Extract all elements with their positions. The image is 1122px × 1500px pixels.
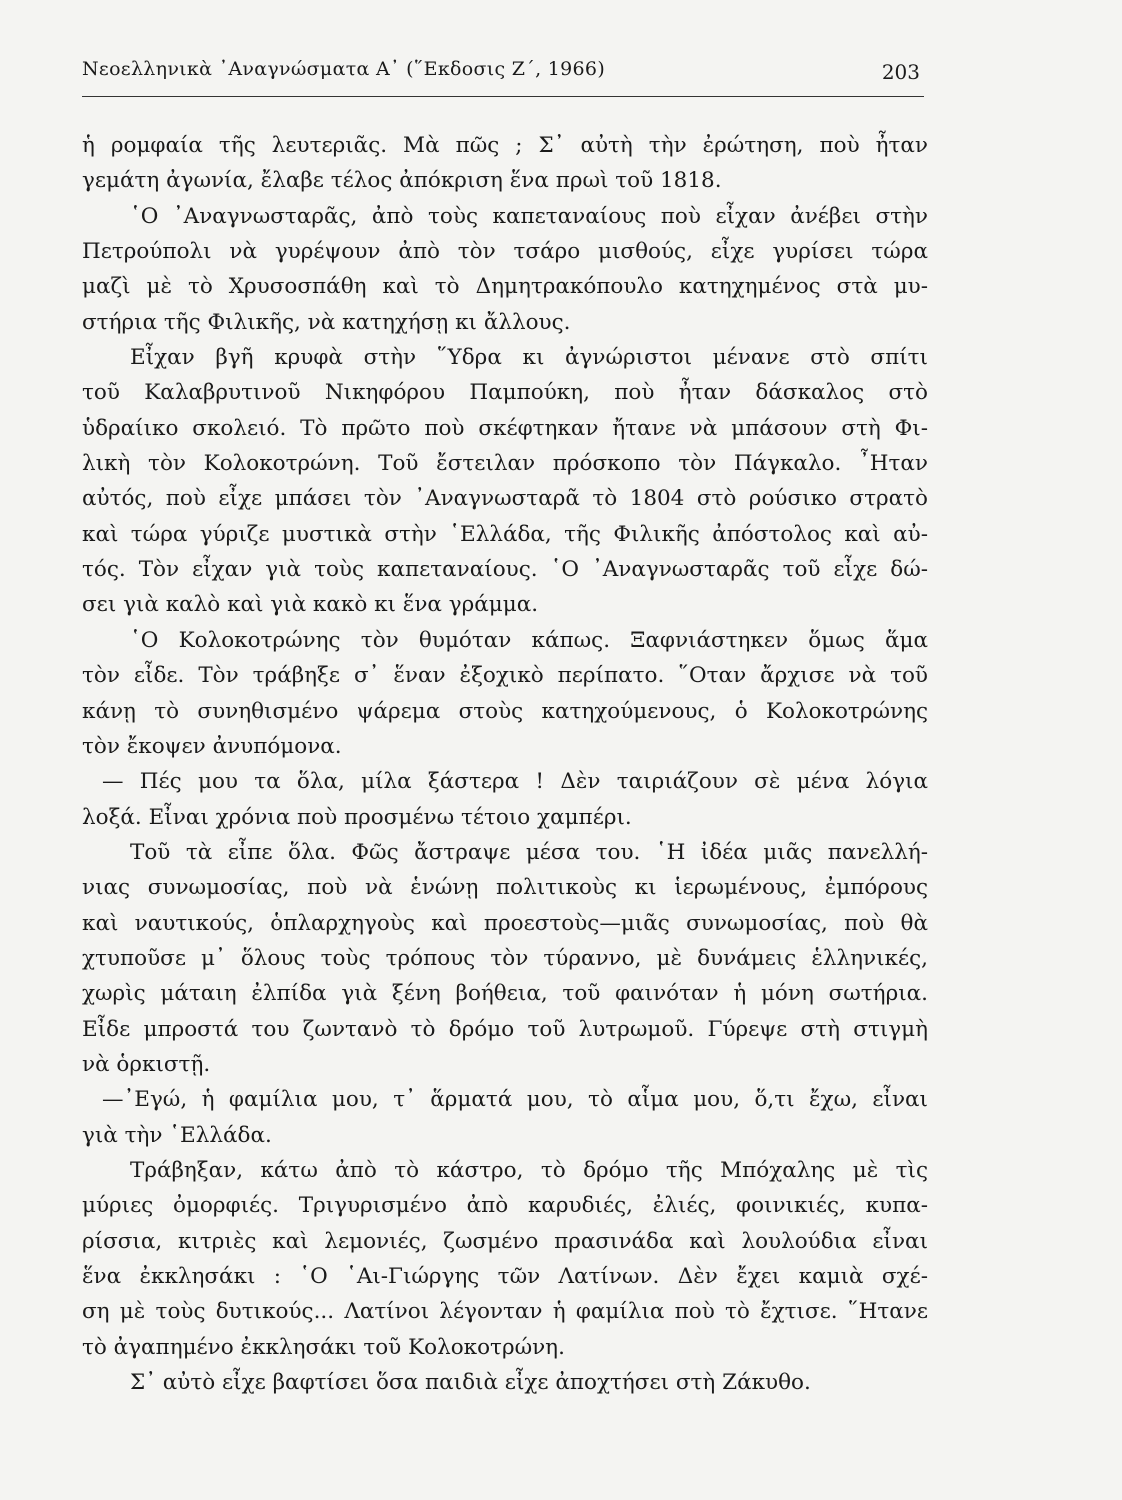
text-line: τὸ ἀγαπημένο ἐκκλησάκι τοῦ Κολοκοτρώνη. [82,1334,565,1360]
text-line: κάνῃ τὸ συνηθισμένο ψάρεμα στοὺς κατηχούμενους, ὁ Κολοκοτρώνης [82,698,928,724]
text-line: χτυποῦσε μ᾿ ὅλους τοὺς τρόπους τὸν τύραννο, μὲ δυνάμεις ἑλληνικές, [82,945,928,971]
text-line: ῾Ο Κολοκοτρώνης τὸν θυμόταν κάπως. Ξαφνιάστηκεν ὅμως ἅμα [130,627,928,653]
text-line: —᾿Εγώ, ἡ φαμίλια μου, τ᾿ ἅρματά μου, τὸ αἷμα μου, ὅ,τι ἔχω, εἶναι [102,1087,928,1113]
text-line: νὰ ὁρκιστῇ. [82,1051,211,1077]
text-line: Τράβηξαν, κάτω ἀπὸ τὸ κάστρο, τὸ δρόμο τῆς Μπόχαλης μὲ τὶς [130,1157,928,1183]
text-line: Τοῦ τὰ εἶπε ὅλα. Φῶς ἄστραψε μέσα του. ῾Η ἰδέα μιᾶς πανελλή- [130,839,928,865]
text-line: χωρὶς μάταιη ἐλπίδα γιὰ ξένη βοήθεια, τοῦ φαινόταν ἡ μόνη σωτήρια. [82,981,928,1007]
text-line: λικὴ τὸν Κολοκοτρώνη. Τοῦ ἔστειλαν πρόσκοπο τὸν Πάγκαλο. ῏Ηταν [82,451,928,477]
text-line: σει γιὰ καλὸ καὶ γιὰ κακὸ κι ἕνα γράμμα. [82,592,539,618]
text-line: λοξά. Εἶναι χρόνια ποὺ προσμένω τέτοιο χαμπέρι. [82,804,632,830]
text-line: μύριες ὀμορφιές. Τριγυρισμένο ἀπὸ καρυδιές, ἐλιές, φοινικιές, κυπα- [82,1193,928,1219]
text-line: τὸν εἶδε. Τὸν τράβηξε σ᾿ ἕναν ἐξοχικὸ περίπατο. ῞Οταν ἄρχισε νὰ τοῦ [82,663,928,689]
text-line: στήρια τῆς Φιλικῆς, νὰ κατηχήσῃ κι ἄλλους. [82,309,571,335]
text-line: Εἶδε μπροστά του ζωντανὸ τὸ δρόμο τοῦ λυτρωμοῦ. Γύρεψε στὴ στιγμὴ [82,1016,928,1042]
text-line: καὶ τώρα γύριζε μυστικὰ στὴν ῾Ελλάδα, τῆς Φιλικῆς ἀπόστολος καὶ αὐ- [82,521,928,547]
text-line: ση μὲ τοὺς δυτικούς... Λατίνοι λέγονταν ἡ φαμίλια ποὺ τὸ ἔχτισε. ῞Ητανε [82,1299,928,1325]
header-rule [82,96,924,97]
text-line: νιας συνωμοσίας, ποὺ νὰ ἑνώνῃ πολιτικοὺς κι ἱερωμένους, ἐμπόρους [82,875,928,901]
text-line: Πετρούπολι νὰ γυρέψουν ἀπὸ τὸν τσάρο μισθούς, εἶχε γυρίσει τώρα [82,239,928,265]
running-head [82,58,924,88]
text-line: — Πές μου τα ὅλα, μίλα ξάστερα ! Δὲν ταιριάζουν σὲ μένα λόγια [102,769,928,795]
text-line: ἡ ρομφαία τῆς λευτεριᾶς. Μὰ πῶς ; Σ᾿ αὐτὴ τὴν ἐρώτηση, ποὺ ἦταν [82,133,928,158]
text-line: τὸν ἔκοψεν ἀνυπόμονα. [82,733,342,759]
text-line: αὐτός, ποὺ εἶχε μπάσει τὸν ᾿Αναγνωσταρᾶ τὸ 1804 στὸ ρούσικο στρατὸ [82,486,928,512]
body-text [82,128,928,1400]
text-line: μαζὶ μὲ τὸ Χρυσοσπάθη καὶ τὸ Δημητρακόπουλο κατηχημένος στὰ μυ- [82,274,928,300]
page-number: 203 [881,60,920,84]
text-line: Εἶχαν βγῆ κρυφὰ στὴν ῞Υδρα κι ἀγνώριστοι μένανε στὸ σπίτι [130,345,928,371]
text-line: ρίσσια, κιτριὲς καὶ λεμονιές, ζωσμένο πρασινάδα καὶ λουλούδια εἶναι [82,1228,928,1254]
text-line: καὶ ναυτικούς, ὁπλαρχηγοὺς καὶ προεστοὺς—μιᾶς συνωμοσίας, ποὺ θὰ [82,910,928,936]
text-line: τοῦ Καλαβρυτινοῦ Νικηφόρου Παμπούκη, ποὺ ἦταν δάσκαλος στὸ [82,380,928,406]
running-title: Νεοελληνικὰ ᾿Αναγνώσματα Α᾿ (῞Εκδοσις Ζ΄, 1966) [82,58,606,80]
text-line: ὑδραίικο σκολειό. Τὸ πρῶτο ποὺ σκέφτηκαν ἤτανε νὰ μπάσουν στὴ Φι- [82,415,928,441]
text-line: γεμάτη ἀγωνία, ἔλαβε τέλος ἀπόκριση ἕνα πρωὶ τοῦ 1818. [82,168,722,194]
text-line: ἕνα ἐκκλησάκι : ῾Ο ῾Αι-Γιώργης τῶν Λατίνων. Δὲν ἔχει καμιὰ σχέ- [82,1264,928,1289]
text-line: γιὰ τὴν ῾Ελλάδα. [82,1122,272,1148]
text-line: Σ᾿ αὐτὸ εἶχε βαφτίσει ὅσα παιδιὰ εἶχε ἀποχτήσει στὴ Ζάκυθο. [130,1370,811,1396]
text-line: ῾Ο ᾿Αναγνωσταρᾶς, ἀπὸ τοὺς καπεταναίους ποὺ εἶχαν ἀνέβει στὴν [130,203,928,229]
text-line: τός. Τὸν εἶχαν γιὰ τοὺς καπεταναίους. ῾Ο ᾿Αναγνωσταρᾶς τοῦ εἶχε δώ- [82,557,928,583]
